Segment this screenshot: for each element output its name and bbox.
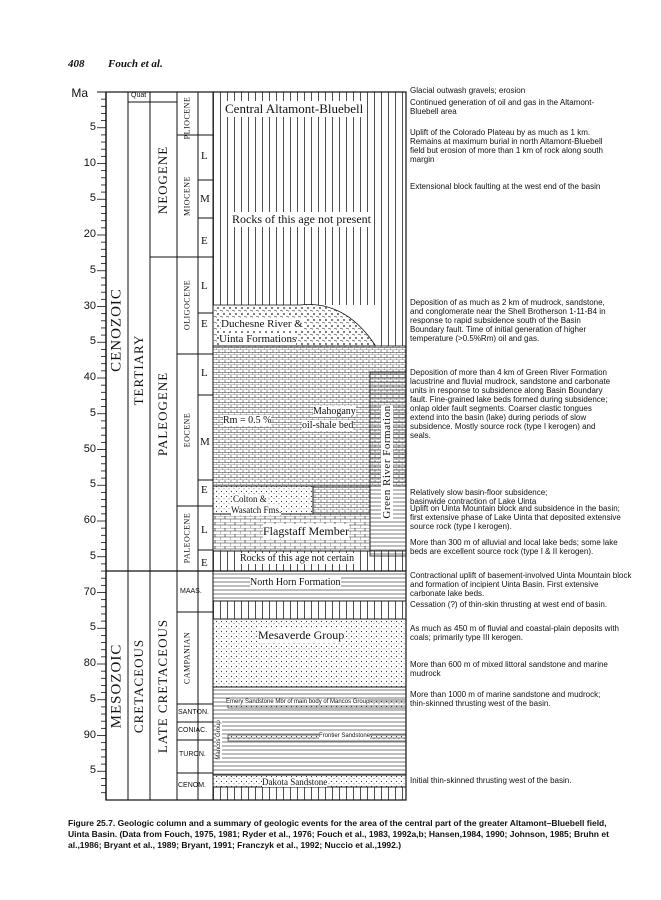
subdivision-middle: M [200,436,210,448]
unit-not-certain: Rocks of this age not certain [240,553,355,564]
unit-frontier-sandstone: Frontier Sandstone [319,733,371,739]
ma-tick-label: 60 [83,514,96,526]
ma-tick-label: 20 [83,228,96,240]
unit-rm-value: Rm = 0.5 % [223,415,272,426]
stage-turonian: TURON. [179,751,206,758]
subperiod-late-cretaceous: LATE CRETACEOUS [155,618,170,754]
event-uinta-uplift: Uplift on Uinta Mountain block and subsidence in the basin; first extensive phase of Lake Uinta that deposited extensive source rock (type I kerogen). [410,504,621,531]
unit-colton: Colton & [233,494,267,504]
period-cretaceous: CRETACEOUS [131,638,146,734]
subdivision-early: E [201,557,208,569]
ma-tick-label: 5 [89,621,96,634]
unit-mahogany: Mahogany [313,406,356,417]
event-thrusting-cessation: Cessation (?) of thin-skin thrusting at west end of basin. [410,600,607,609]
figure-caption: Figure 25.7. Geologic column and a summary of geologic events for the area of the central part of the greater Altamont–Bluebell field, Uinta Basin. (Data from Fouch, 1975, 1981; Ryder et al., 1976; Fouch et al., 1983, 1992a,b; Hansen,1984, 1990; Johnson, 1985; Bruhn et al.,1986; Bryant et al., 1989; Bryant, 1991; Franczyk et al., 1992; Nuccio et al.,1992.) [68,818,609,850]
subdivision-early: E [201,318,208,330]
subdivision-middle: M [200,193,210,205]
event-marine-sandstone: More than 1000 m of marine sandstone and mudrock; thin-skinned thrusting west of the basin. [410,690,601,708]
stage-coniacian: CONIAC. [178,727,208,734]
subdivision-early: E [201,235,208,247]
ma-tick-label: 5 [89,764,96,777]
ma-tick-label: 10 [83,156,96,169]
epoch-oligocene: OLIGOCENE [182,279,192,331]
ma-tick-label: 5 [89,120,96,133]
ma-tick-label: 5 [89,692,96,705]
ma-unit-label: Ma [71,86,88,100]
unit-not-present: Rocks of this age not present [232,212,371,226]
unit-north-horn-formation: North Horn Formation [250,577,341,588]
stage-santonian: SANTON. [178,709,209,716]
event-oil-gas-generation: Continued generation of oil and gas in the Altamont-Bluebell area [410,98,595,116]
event-glacial-outwash: Glacial outwash gravels; erosion [410,86,526,95]
epoch-pliocene: PLIOCENE [182,96,192,140]
unit-wasatch: Wasatch Fms. [231,505,282,515]
unit-flagstaff-member: Flagstaff Member [263,524,350,538]
ma-tick-label: 90 [83,728,96,741]
subdivision-late: L [201,280,208,292]
event-initial-thrusting: Initial thin-skinned thrusting west of the basin. [410,776,572,785]
event-fluvial-coastal: As much as 450 m of fluvial and coastal-plain deposits with coals; primarily type III kerogen. [410,624,619,642]
unit-dakota-sandstone: Dakota Sandstone [262,777,328,787]
subdivision-late: L [201,367,208,379]
unit-green-river-formation: Green River Formation [381,405,393,519]
subdivision-early: E [201,484,208,496]
unit-duchesne-river: Duchesne River & [221,318,303,330]
epoch-eocene: EOCENE [182,412,192,448]
ma-tick-label: 5 [89,335,96,348]
running-authors: Fouch et al. [108,58,163,70]
epoch-miocene: MIOCENE [182,176,192,216]
unit-mancos-group: Mancos Group [216,720,222,760]
ma-tick-label: 70 [83,585,96,598]
subperiod-neogene: NEOGENE [155,145,170,215]
event-slow-subsidence: Relatively slow basin-floor subsidence; basinwide contraction of Lake Uinta [410,488,548,506]
unit-mesaverde-group: Mesaverde Group [258,628,345,642]
event-extensional-faulting: Extensional block faulting at the west end of the basin [410,182,601,191]
event-littoral-marine: More than 600 m of mixed littoral sandstone and marine mudrock [410,660,608,678]
event-contractional-uplift: Contractional uplift of basement-involved Uinta Mountain block and formation of incipient Uinta Basin. First extensive carbonate lake beds. [410,571,632,598]
event-green-river-deposition: Deposition of more than 4 km of Green River Formation lacustrine and fluvial mudrock, sandstone and carbonate units in response to subsidence along Basin Boundary fault. Fine-grained lake beds formed during subsidence; onlap older fault segments. Coarser clastic tongues extend into the basin (lake) during periods of slow subsidence. Mostly source rock (type I kerogen) and seals. [410,368,611,440]
unit-uinta-formations: Uinta Formations [219,333,297,345]
ma-tick-label: 40 [83,371,96,383]
unit-central-altamont-bluebell: Central Altamont-Bluebell [225,101,364,116]
ma-tick-label: 5 [89,406,96,419]
subdivision-late: L [201,150,208,162]
event-colorado-uplift: Uplift of the Colorado Plateau by as much as 1 km. Remains at maximum burial in north Altamont-Bluebell field but erosion of more than 1 km of rock along south margin [410,128,603,164]
epoch-paleocene: PALEOCENE [182,512,192,564]
unit-oil-shale-bed: oil-shale bed [302,420,354,431]
subperiod-paleogene: PALEOGENE [155,371,170,457]
ma-tick-label: 5 [89,263,96,276]
event-duchesne-deposition: Deposition of as much as 2 km of mudrock, sandstone, and conglomerate near the Shell Brotherson 1-11-B4 in response to rapid subsidence south of the Basin Boundary fault. Time of initial generation of higher temperature (>0.5%Rm) oil and gas. [410,298,606,343]
ma-tick-label: 5 [89,478,96,491]
era-cenozoic: CENOZOIC [108,288,125,372]
ma-tick-label: 5 [89,192,96,205]
ma-tick-label: 50 [83,442,96,455]
ma-tick-label: 30 [83,299,96,312]
stage-maastrichtian: MAAS. [180,588,202,595]
era-mesozoic: MESOZOIC [108,643,125,729]
page-number: 408 [68,58,85,70]
period-tertiary: TERTIARY [131,334,146,406]
ma-tick-label: 80 [83,657,96,669]
epoch-campanian: CAMPANIAN [182,631,192,685]
stage-cenomanian: CENOM. [178,782,206,789]
event-alluvial-lake-beds: More than 300 m of alluvial and local lake beds; some lake beds are excellent source rock (type I & II kerogen). [410,538,618,556]
quaternary-label: Quat [131,92,147,99]
ma-tick-label: 5 [89,549,96,562]
unit-emery-sandstone: Emery Sandstone Mbr of main body of Mancos Group [226,699,370,705]
subdivision-late: L [201,524,208,536]
